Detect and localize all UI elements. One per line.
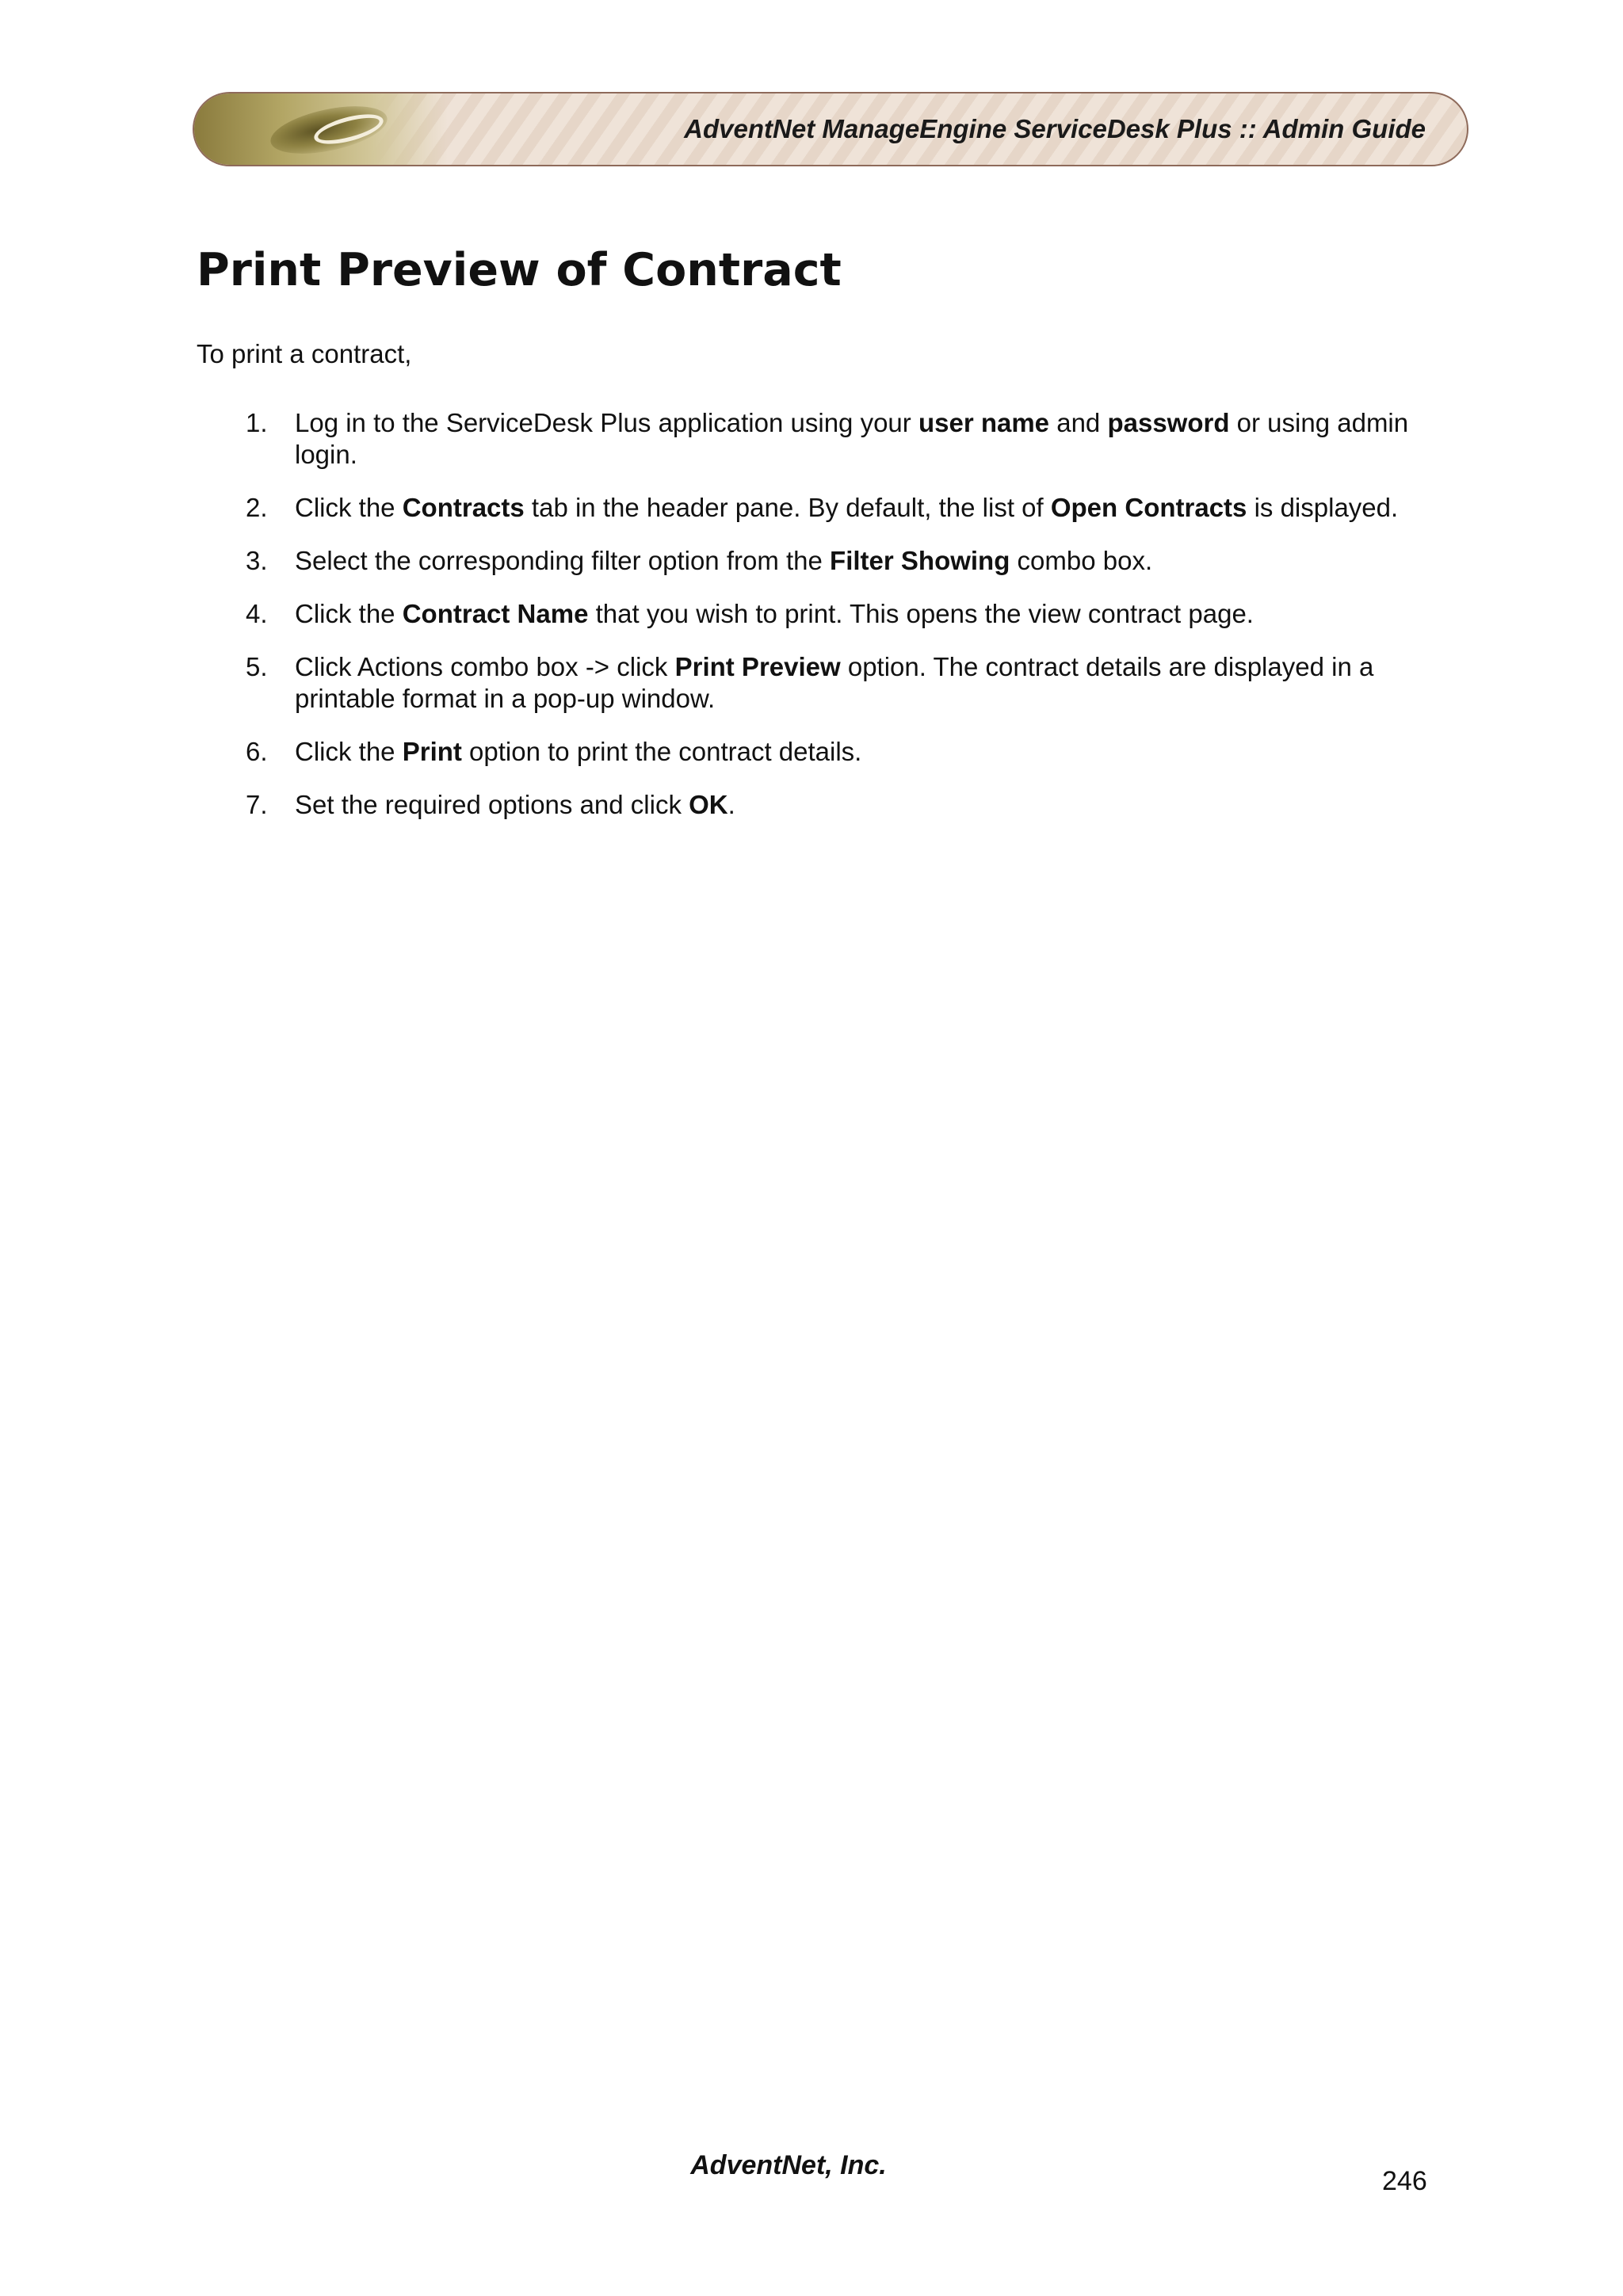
step-item — [197, 598, 1441, 630]
step-text: Click the — [295, 493, 403, 522]
page-title: Print Preview of Contract — [197, 244, 842, 296]
step-emphasis: Filter Showing — [830, 546, 1010, 575]
step-number: 5. — [246, 652, 268, 681]
step-text: Click the — [295, 737, 403, 766]
step-item — [197, 545, 1441, 577]
header-banner — [193, 92, 1468, 166]
step-text: that you wish to print. This opens the view contract page. — [588, 599, 1254, 628]
step-item — [197, 789, 1441, 821]
footer-company: AdventNet, Inc. — [690, 2150, 887, 2180]
guide-title: AdventNet ManageEngine ServiceDesk Plus :: Admin Guide — [684, 114, 1426, 143]
step-emphasis: OK — [689, 790, 728, 819]
step-text: tab in the header pane. By default, the list of — [524, 493, 1051, 522]
step-item — [197, 407, 1441, 471]
step-number: 6. — [246, 737, 268, 766]
page-number: 246 — [1382, 2166, 1427, 2196]
step-number: 1. — [246, 408, 268, 437]
step-text: Click Actions combo box -> click — [295, 652, 675, 681]
step-emphasis: Open Contracts — [1050, 493, 1247, 522]
step-item — [197, 736, 1441, 768]
step-text: . — [727, 790, 735, 819]
step-text: and — [1049, 408, 1108, 437]
step-emphasis: Contracts — [402, 493, 525, 522]
step-emphasis: Print Preview — [674, 652, 841, 681]
step-number: 4. — [246, 599, 268, 628]
step-text: Set the required options and click — [295, 790, 689, 819]
step-text: option to print the contract details. — [461, 737, 862, 766]
step-text: Click the — [295, 599, 403, 628]
step-number: 3. — [246, 546, 268, 575]
step-item — [197, 492, 1441, 524]
step-emphasis: password — [1107, 408, 1230, 437]
step-number: 2. — [246, 493, 268, 522]
step-number: 7. — [246, 790, 268, 819]
header-decoration-image — [194, 93, 448, 165]
step-emphasis: user name — [918, 408, 1050, 437]
step-text: Log in to the ServiceDesk Plus application using your — [295, 408, 918, 437]
step-text: or using admin login. — [295, 408, 1409, 469]
step-emphasis: Contract Name — [402, 599, 589, 628]
step-text: option. The contract details are displayed in a printable format in a pop-up window. — [295, 652, 1374, 713]
intro-text: To print a contract, — [197, 339, 412, 368]
step-text: combo box. — [1010, 546, 1153, 575]
steps-list — [197, 407, 1441, 842]
step-text: Select the corresponding filter option from the — [295, 546, 831, 575]
step-item — [197, 651, 1441, 715]
step-text: is displayed. — [1247, 493, 1399, 522]
step-emphasis: Print — [402, 737, 462, 766]
